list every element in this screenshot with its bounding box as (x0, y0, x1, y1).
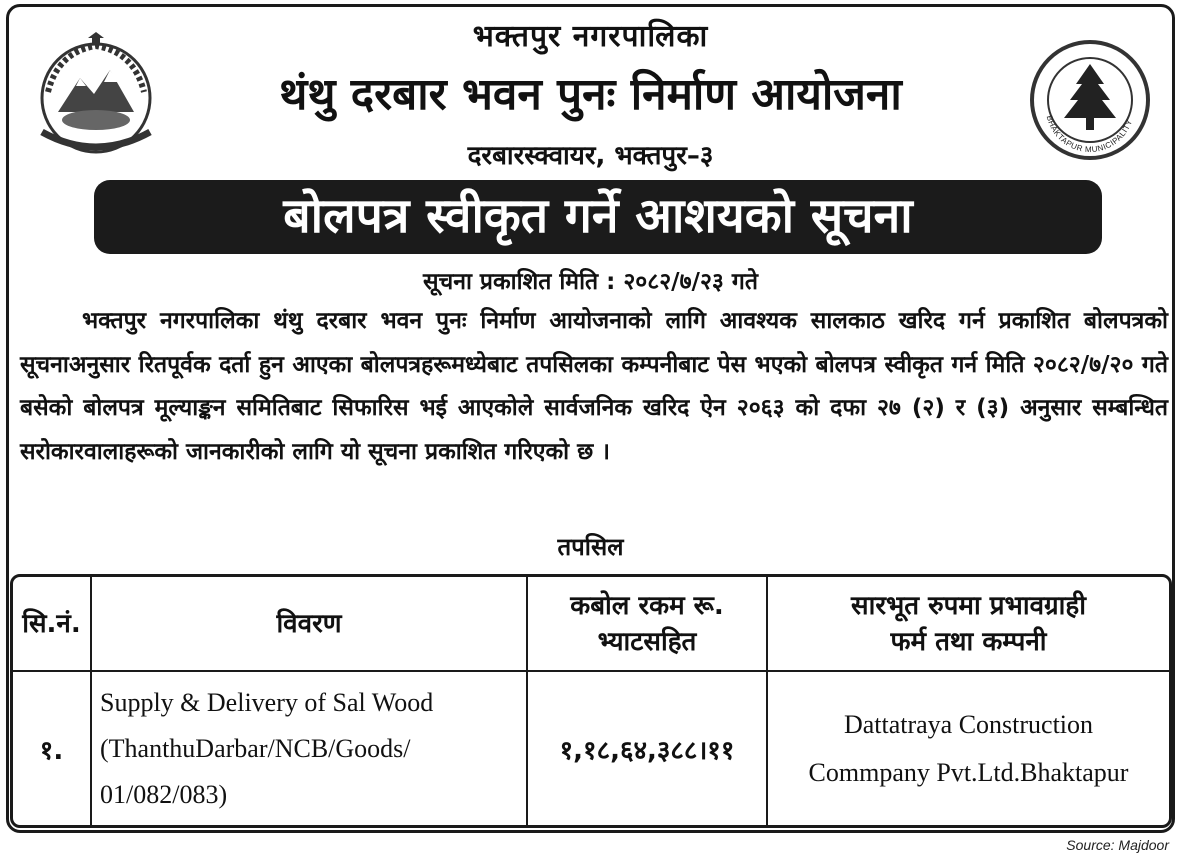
header-firm (767, 577, 1169, 671)
cell-firm-line2: Commpany Pvt.Ltd.Bhaktapur (808, 757, 1129, 787)
header-description: विवरण (91, 577, 527, 671)
project-title: थंथु दरबार भवन पुनः निर्माण आयोजना (279, 69, 902, 120)
header-firm-line1: सारभूत रुपमा प्रभावग्राही (851, 590, 1086, 621)
award-table (10, 574, 1172, 828)
cell-description-line1: Supply & Delivery of Sal Wood (100, 687, 434, 717)
header-amount-line1: कबोल रकम रू. (570, 590, 724, 621)
cell-description-line3: 01/082/083) (100, 779, 228, 809)
cell-sn: १. (13, 671, 91, 825)
header-amount (527, 577, 767, 671)
notice-title: बोलपत्र स्वीकृत गर्ने आशयको सूचना (283, 188, 913, 244)
table-row (13, 671, 1169, 825)
address: दरबारस्क्वायर, भक्तपुर–३ (467, 141, 714, 171)
published-date: सूचना प्रकाशित मिति : २०८२/७/२३ गते (423, 269, 758, 295)
cell-firm-line1: Dattatraya Construction (843, 709, 1094, 739)
notice-title-banner (94, 180, 1102, 254)
header-firm-line2: फर्म तथा कम्पनी (890, 626, 1047, 657)
cell-firm (767, 671, 1169, 825)
cell-description-line2: (ThanthuDarbar/NCB/Goods/ (100, 733, 411, 763)
header-amount-line2: भ्याटसहित (597, 626, 697, 657)
cell-amount: १,१८,६४,३८८।११ (527, 671, 767, 825)
table-header-row (13, 577, 1169, 671)
source-credit: Source: Majdoor (1066, 837, 1169, 853)
schedule-heading: तपसिल (557, 533, 624, 561)
organization-name: भक्तपुर नगरपालिका (472, 19, 709, 54)
cell-description (91, 671, 527, 825)
notice-body: भक्तपुर नगरपालिका थंथु दरबार भवन पुनः निर्माण आयोजनाको लागि आवश्यक सालकाठ खरिद गर्न प्रकाशित बोलपत्रको सूचनाअनुसार रितपूर्वक दर्ता हुन आएका बोलपत्रहरूमध्येबाट तपसिलका कम्पनीबाट पेस भएको बोलपत्र स्वीकृत गर्न मिति २०८२/७/२० गते बसेको बोलपत्र मूल्याङ्कन समितिबाट सिफारिस भई आएकोले सार्वजनिक खरिद ऐन २०६३ को दफा २७ (२) र (३) अनुसार सम्बन्धित सरोकारवालाहरूको जानकारीको लागि यो सूचना प्रकाशित गरिएको छ । (20, 308, 1168, 465)
seal-text: BHAKTAPUR MUNICIPALITY (1044, 114, 1135, 155)
header-sn: सि.नं. (13, 577, 91, 671)
